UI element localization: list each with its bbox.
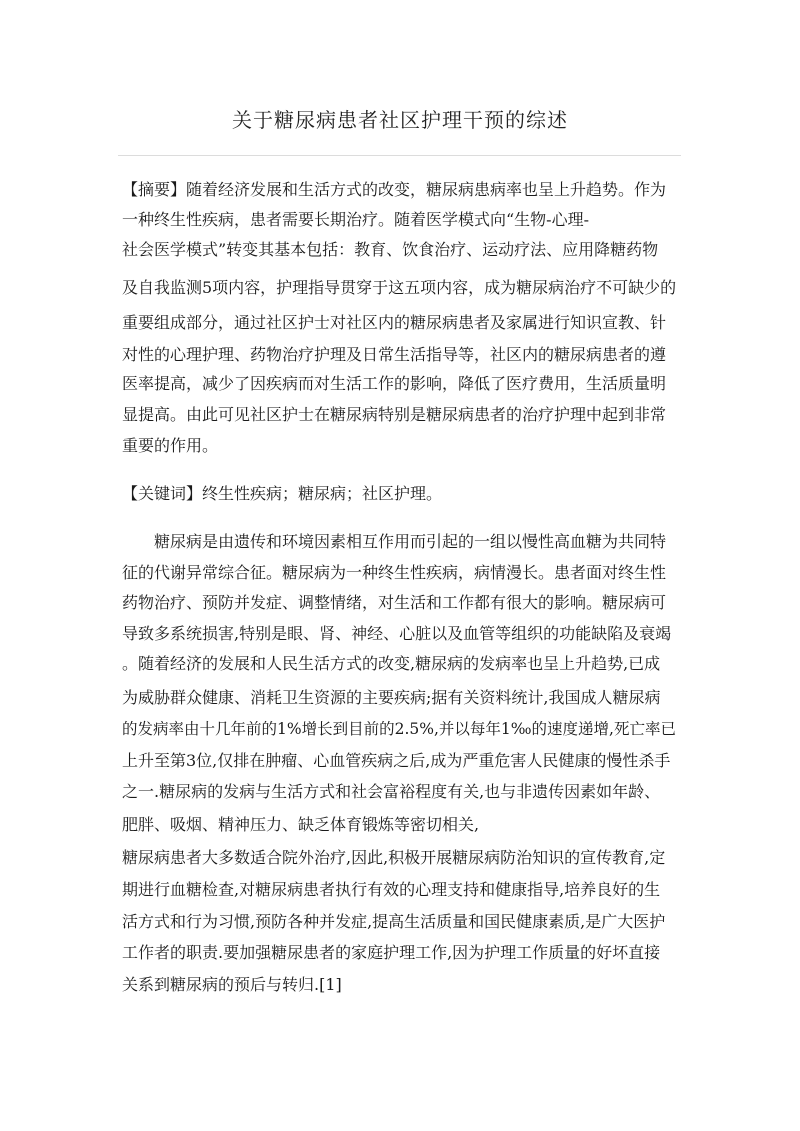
abstract-line: 一种终生性疾病，患者需要长期治疗。随着医学模式向“生物-心理- xyxy=(122,210,589,229)
body-line: 肥胖、吸烟、精神压力、缺乏体育锻炼等密切相关, xyxy=(122,815,480,834)
body-line: 。随着经济的发展和人民生活方式的改变,糖尿病的发病率也呈上升趋势,已成 xyxy=(122,654,661,673)
body-line: 活方式和行为习惯,预防各种并发症,提高生活质量和国民健康素质,是广大医护 xyxy=(122,912,666,931)
body-line: 期进行血糖检查,对糖尿病患者执行有效的心理支持和健康指导,培养良好的生 xyxy=(122,880,661,899)
abstract-line: 显提高。由此可见社区护士在糖尿病特别是糖尿病患者的治疗护理中起到非常 xyxy=(122,405,667,424)
abstract-line: 重要组成部分，通过社区护士对社区内的糖尿病患者及家属进行知识宣教、针 xyxy=(122,313,667,332)
body-line: 征的代谢异常综合征。糖尿病为一种终生性疾病，病情漫长。患者面对终生性 xyxy=(122,563,667,582)
body-line: 糖尿病是由遗传和环境因素相互作用而引起的一组以慢性高血糖为共同特 xyxy=(122,532,667,551)
abstract-line: 医率提高，减少了因疾病而对生活工作的影响，降低了医疗费用，生活质量明 xyxy=(122,374,667,393)
body-line: 糖尿病患者大多数适合院外治疗,因此,积极开展糖尿病防治知识的宣传教育,定 xyxy=(122,848,666,867)
keywords-line: 【关键词】终生性疾病；糖尿病；社区护理。 xyxy=(122,484,443,503)
body-line: 上升至第3位,仅排在肿瘤、心血管疾病之后,成为严重危害人民健康的慢性杀手 xyxy=(122,751,671,770)
abstract-line: 社会医学模式”转变其基本包括：教育、饮食治疗、运动疗法、应用降糖药物 xyxy=(122,240,659,259)
body-line: 为威胁群众健康、消耗卫生资源的主要疾病;据有关资料统计,我国成人糖尿病 xyxy=(122,688,661,707)
body-line: 导致多系统损害,特别是眼、肾、神经、心脏以及血管等组织的功能缺陷及衰竭 xyxy=(122,624,672,643)
abstract-line: 对性的心理护理、药物治疗护理及日常生活指导等，社区内的糖尿病患者的遵 xyxy=(122,345,667,364)
body-line: 之一.糖尿病的发病与生活方式和社会富裕程度有关,也与非遗传因素如年龄、 xyxy=(122,782,661,801)
body-line: 关系到糖尿病的预后与转归.[1] xyxy=(122,975,342,994)
body-line: 药物治疗、预防并发症、调整情绪，对生活和工作都有很大的影响。糖尿病可 xyxy=(122,593,667,612)
title-divider xyxy=(118,155,681,156)
document-title: 关于糖尿病患者社区护理干预的综述 xyxy=(232,108,568,132)
abstract-line: 【摘要】随着经济发展和生活方式的改变，糖尿病患病率也呈上升趋势。作为 xyxy=(122,180,667,199)
body-line: 工作者的职责.要加强糖尿患者的家庭护理工作,因为护理工作质量的好坏直接 xyxy=(122,943,661,962)
abstract-line: 及自我监测5项内容，护理指导贯穿于这五项内容，成为糖尿病治疗不可缺少的 xyxy=(122,278,677,297)
abstract-line: 重要的作用。 xyxy=(122,436,219,455)
body-line: 的发病率由十几年前的1%增长到目前的2.5%,并以每年1‰的速度递增,死亡率已 xyxy=(122,720,676,738)
